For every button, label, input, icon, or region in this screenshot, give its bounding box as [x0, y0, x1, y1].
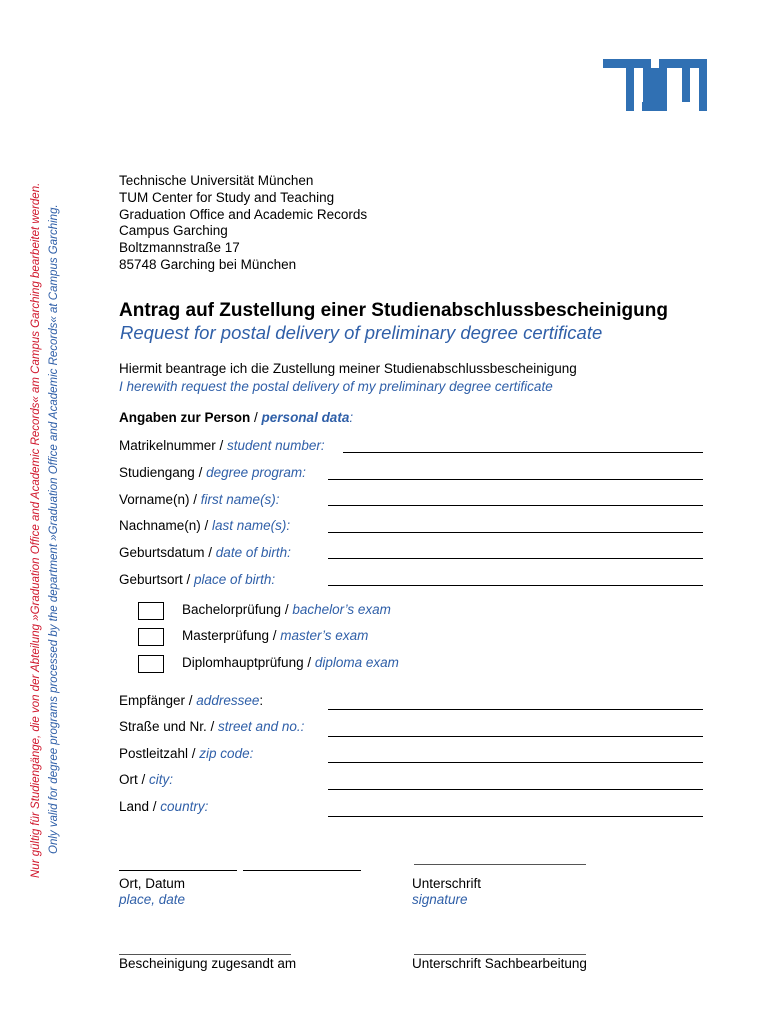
title-german: Antrag auf Zustellung einer Studienabschlussbescheinigung [119, 300, 668, 321]
city-label [119, 772, 173, 787]
degree-program-field[interactable] [328, 479, 703, 480]
label-english: addressee [196, 693, 260, 708]
signature-field[interactable] [414, 864, 586, 865]
label-english: date of birth: [215, 545, 291, 560]
city-field[interactable] [328, 789, 703, 790]
first-name-label [119, 492, 280, 507]
heading-colon: : [349, 410, 354, 425]
address-block [119, 173, 367, 274]
diploma-exam-checkbox[interactable] [138, 655, 164, 673]
label-english: diploma exam [314, 655, 399, 670]
label-german: Land / [119, 799, 161, 814]
label-colon: : [259, 693, 264, 708]
addressee-label [119, 693, 263, 708]
address-line: Technische Universität München [119, 173, 314, 188]
label-german: Vorname(n) / [119, 492, 201, 507]
address-line: 85748 Garching bei München [119, 256, 297, 272]
country-label [119, 799, 208, 814]
address-line: Graduation Office and Academic Records [119, 206, 368, 222]
sent-date-field[interactable] [119, 954, 291, 955]
heading-german: Angaben zur Person [119, 410, 251, 425]
place-of-birth-label [119, 572, 275, 587]
signature-label: Unterschrift [412, 876, 482, 891]
label-german: Bachelorprüfung / [182, 602, 293, 617]
bachelor-exam-label [182, 602, 391, 617]
label-german: Ort / [119, 772, 149, 787]
address-line: Boltzmannstraße 17 [119, 240, 240, 256]
street-label [119, 719, 304, 734]
label-german: Straße und Nr. / [119, 719, 219, 734]
place-date-label-english: place, date [119, 892, 186, 907]
place-field[interactable] [119, 870, 237, 871]
place-date-label: Ort, Datum [119, 876, 186, 891]
addressee-field[interactable] [328, 709, 703, 710]
student-number-label [119, 438, 325, 453]
country-field[interactable] [328, 816, 703, 817]
label-english: zip code: [199, 746, 254, 761]
zip-code-field[interactable] [328, 762, 703, 763]
label-german: Geburtsdatum / [119, 545, 216, 560]
zip-code-label [119, 746, 253, 761]
label-german: Geburtsort / [119, 572, 195, 587]
signature-label-english: signature [412, 892, 468, 907]
first-name-field[interactable] [328, 505, 703, 506]
request-english: I herewith request the postal delivery of my preliminary degree certificate [119, 379, 553, 394]
heading-english: personal data [261, 410, 350, 425]
clerk-signature-label: Unterschrift Sachbearbeitung [412, 956, 587, 971]
title-english: Request for postal delivery of preliminary degree certificate [120, 322, 603, 343]
degree-program-label [119, 465, 306, 480]
label-german: Empfänger / [119, 693, 197, 708]
label-german: Nachname(n) / [119, 518, 213, 533]
label-english: degree program: [206, 465, 306, 480]
label-german: Diplomhauptprüfung / [182, 655, 315, 670]
label-english: country: [160, 799, 209, 814]
side-note-german: Nur gültig für Studiengänge, die von der Abteilung »Graduation Office and Academic Records« am Campus Garching bearbeitet werden. [30, 182, 42, 878]
label-english: place of birth: [194, 572, 276, 587]
label-german: Masterprüfung / [182, 628, 281, 643]
address-line: Campus Garching [119, 223, 228, 239]
request-german: Hiermit beantrage ich die Zustellung meiner Studienabschlussbescheinigung [119, 361, 577, 376]
label-german: Postleitzahl / [119, 746, 200, 761]
label-english: master’s exam [280, 628, 369, 643]
master-exam-label [182, 628, 368, 643]
certificate-sent-label: Bescheinigung zugesandt am [119, 956, 297, 971]
clerk-signature-field[interactable] [414, 954, 586, 955]
label-english: first name(s): [200, 492, 280, 507]
master-exam-checkbox[interactable] [138, 628, 164, 646]
label-english: last name(s): [212, 518, 291, 533]
last-name-field[interactable] [328, 532, 703, 533]
label-english: bachelor’s exam [292, 602, 391, 617]
label-german: Matrikelnummer / [119, 438, 228, 453]
place-of-birth-field[interactable] [328, 585, 703, 586]
label-english: street and no.: [218, 719, 305, 734]
street-field[interactable] [328, 736, 703, 737]
heading-separator: / [250, 410, 262, 425]
diploma-exam-label [182, 655, 399, 670]
label-german: Studiengang / [119, 465, 207, 480]
student-number-field[interactable] [343, 452, 703, 453]
label-english: student number: [227, 438, 325, 453]
bachelor-exam-checkbox[interactable] [138, 602, 164, 620]
address-line: TUM Center for Study and Teaching [119, 189, 335, 205]
last-name-label [119, 518, 290, 533]
date-of-birth-field[interactable] [328, 558, 703, 559]
personal-data-heading [119, 410, 353, 425]
date-of-birth-label [119, 545, 291, 560]
side-note-english: Only valid for degree programs processed by the department »Graduation Office and Academic Records« at Campus Garching. [48, 204, 60, 854]
tum-logo [603, 59, 707, 111]
date-field[interactable] [243, 870, 361, 871]
label-english: city: [149, 772, 174, 787]
